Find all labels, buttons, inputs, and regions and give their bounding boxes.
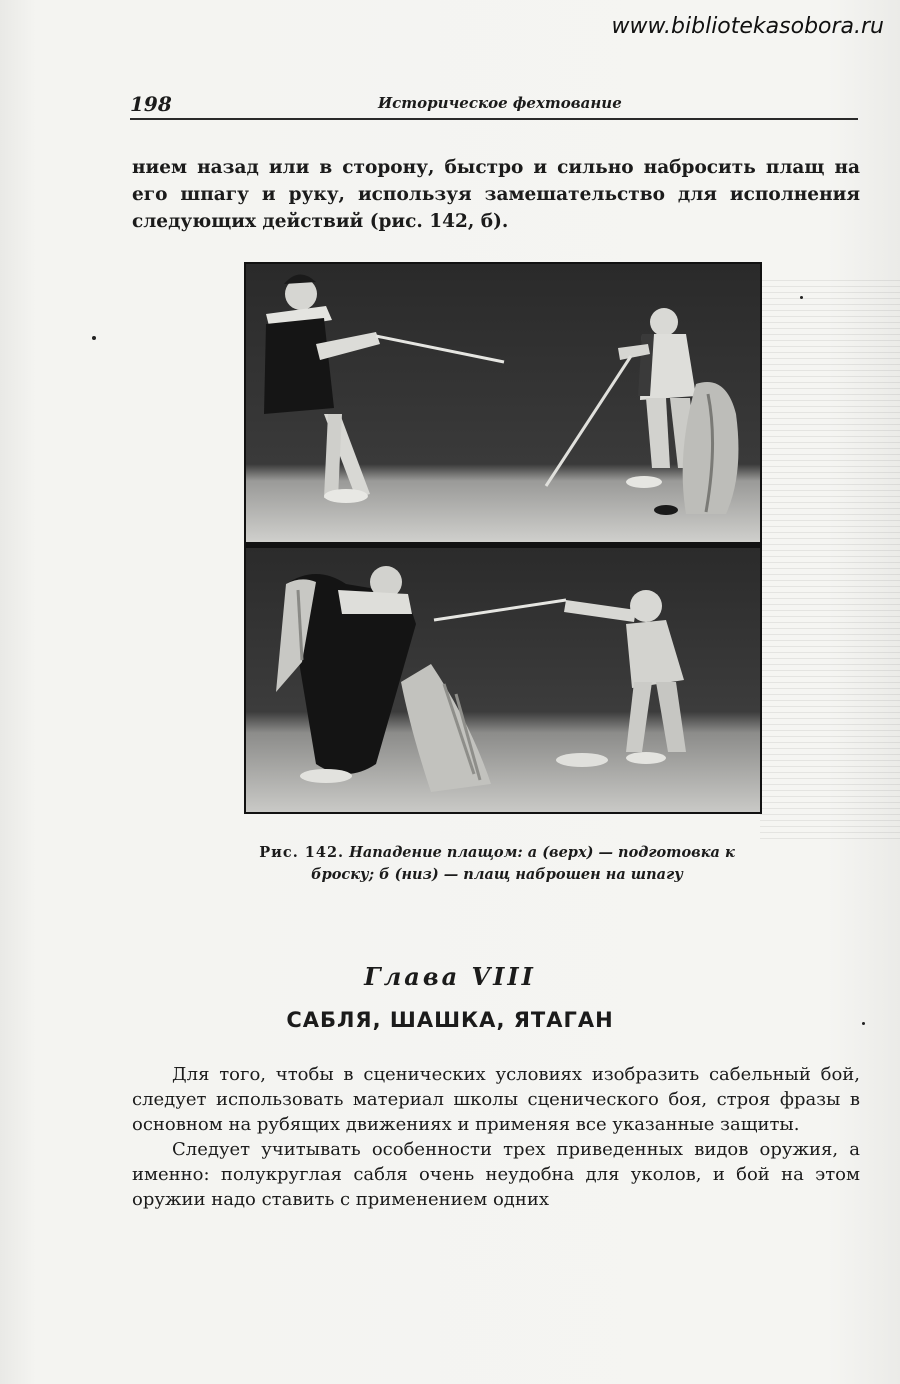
chapter-title: САБЛЯ, ШАШКА, ЯТАГАН (286, 1008, 614, 1032)
fencing-photos-illustration (246, 264, 760, 812)
running-header (130, 88, 858, 120)
page-number: 198 (130, 92, 172, 116)
figure-caption-text: Нападение плащом: а (верх) — подготовка к броску; б (низ) — плащ наброшен на шпагу (311, 844, 735, 883)
scan-speck (800, 296, 803, 299)
photo-a-top (246, 264, 760, 542)
body-paragraph: Для того, чтобы в сценических условиях изобразить сабельный бой, следует использовать материал школы сценического боя, строя фразы в основном на рубящих движениях и применяя все указанные защиты. (132, 1064, 860, 1135)
continuation-paragraph: нием назад или в сторону, быстро и сильно набросить плащ на его шпагу и руку, используя замешательство для исполнения следующих действий (рис. 142, б). (132, 157, 860, 232)
figure-caption-label: Рис. 142. (259, 844, 345, 861)
figure-caption (252, 842, 742, 886)
scan-speck (862, 1022, 865, 1025)
watermark-url: www.bibliotekasobora.ru (611, 14, 884, 39)
figure-142-photos (244, 262, 762, 814)
scan-speck (92, 336, 96, 340)
photo-b-bottom (246, 548, 760, 812)
chapter-number: Глава VIII (364, 962, 536, 991)
chapter-body (132, 1062, 860, 1212)
body-paragraph: Следует учитывать особенности трех приведенных видов оружия, а именно: полукруглая сабля очень неудобна для уколов, и бой на этом оружии надо ставить с применением одних (132, 1139, 860, 1210)
running-title: Историческое фехтование (378, 94, 622, 112)
scan-artifact (760, 280, 900, 840)
